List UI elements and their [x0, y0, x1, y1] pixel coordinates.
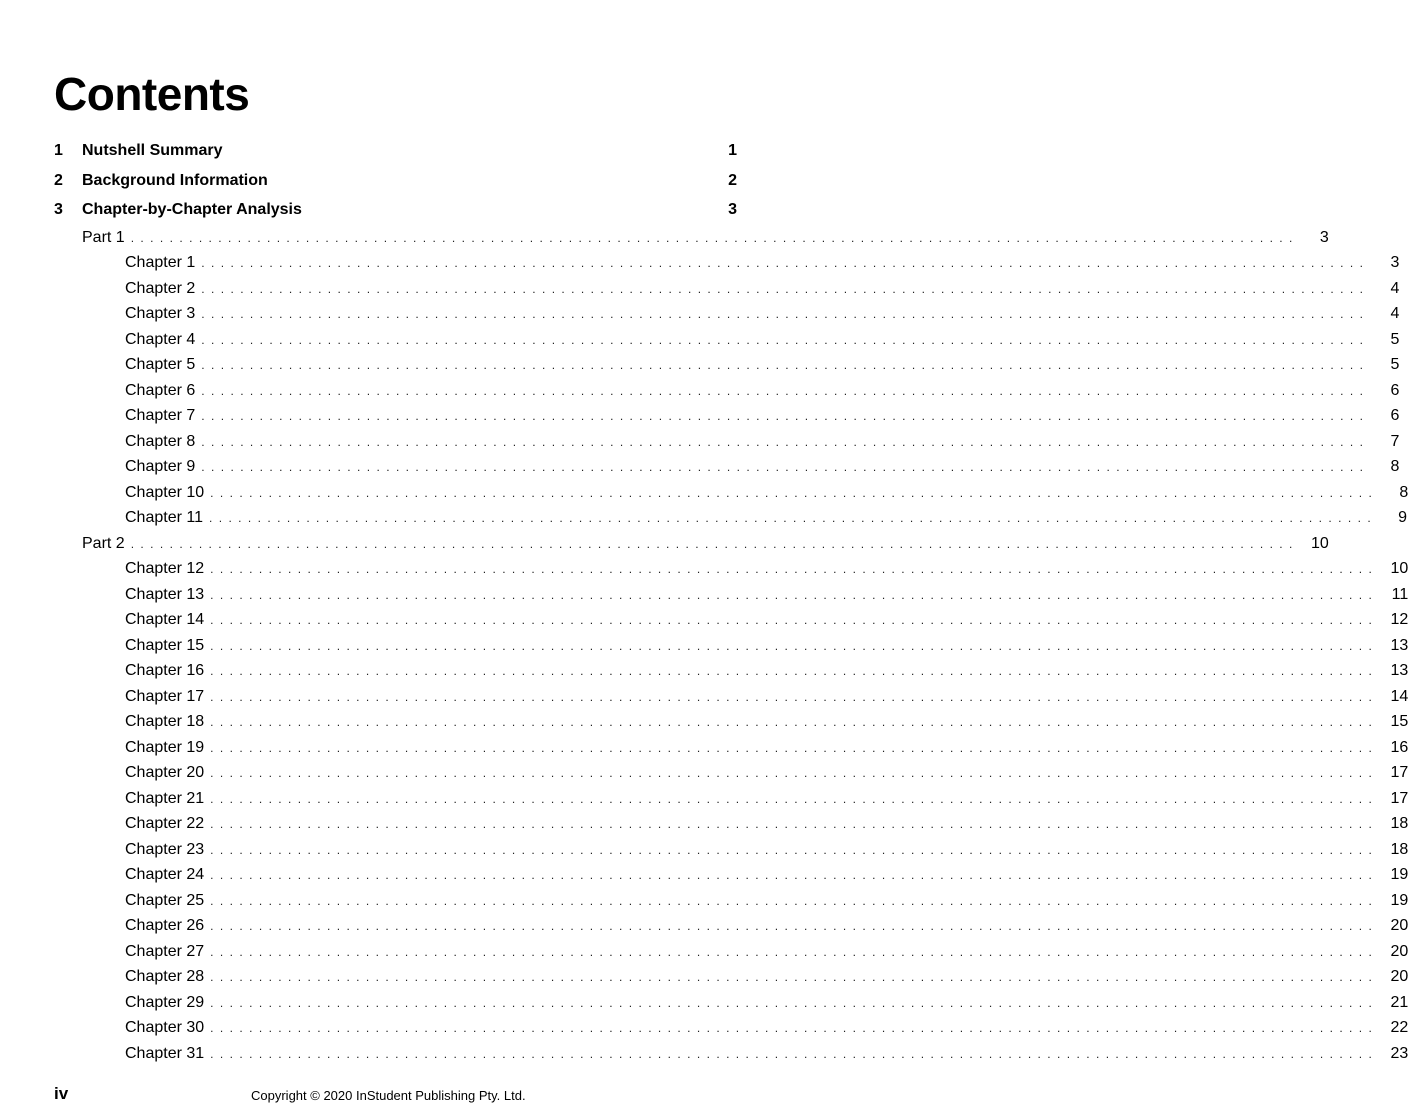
- chapter-label: Chapter 8: [125, 432, 196, 450]
- chapter-label: Chapter 9: [125, 458, 196, 475]
- chapter-page: 9: [1398, 509, 1408, 526]
- chapter-label: Chapter 3: [125, 305, 196, 322]
- chapter-label: Chapter 24: [125, 866, 205, 883]
- part-label: Part 2: [82, 534, 125, 552]
- dot-leader: ........................................................................................................................: [210, 842, 1379, 857]
- chapter-page: 4: [1390, 279, 1400, 297]
- chapter-page: 22: [1390, 1019, 1408, 1036]
- section-title: Background Information: [82, 171, 268, 189]
- chapter-page: 12: [1390, 611, 1408, 628]
- toc-chapter-entry[interactable]: [54, 378, 1400, 404]
- dot-leader: ........................................................................................................................: [210, 919, 1379, 933]
- dot-leader: ........................................................................................................................: [210, 562, 1379, 576]
- dot-leader: ........................................................................................................................: [210, 485, 1379, 500]
- dot-leader: ........................................................................................................................: [210, 689, 1379, 704]
- dot-leader: ........................................................................................................................: [201, 358, 1370, 372]
- chapter-label: Chapter 2: [125, 279, 196, 297]
- chapter-page: 15: [1390, 713, 1408, 730]
- toc-chapter-entry[interactable]: [54, 276, 1400, 302]
- toc-chapter-entry[interactable]: [54, 454, 1400, 480]
- chapter-page: 18: [1390, 815, 1408, 832]
- part-page: 10: [1310, 534, 1329, 552]
- chapter-page: 6: [1390, 381, 1400, 399]
- toc-chapter-entry[interactable]: [54, 888, 1408, 914]
- dot-leader: ........................................................................................................................: [208, 511, 1378, 525]
- chapter-label: Chapter 22: [125, 815, 205, 832]
- section-number: 2: [54, 171, 63, 189]
- part-page: 3: [1319, 228, 1329, 246]
- dot-leader: ........................................................................................................................: [201, 281, 1370, 296]
- toc-chapter-entry[interactable]: [54, 1015, 1408, 1041]
- page-title: Contents: [54, 68, 250, 120]
- dot-leader: ........................................................................................................................: [210, 1046, 1379, 1061]
- dot-leader: ........................................................................................................................: [210, 740, 1379, 755]
- toc-chapter-entry[interactable]: [54, 505, 1408, 531]
- dot-leader: ........................................................................................................................: [210, 791, 1379, 806]
- toc-chapter-entry[interactable]: [54, 480, 1408, 506]
- toc-chapter-entry[interactable]: [54, 582, 1408, 608]
- chapter-label: Chapter 1: [125, 254, 196, 271]
- chapter-page: 14: [1390, 687, 1408, 705]
- chapter-label: Chapter 28: [125, 968, 205, 985]
- chapter-label: Chapter 7: [125, 407, 196, 424]
- chapter-page: 13: [1390, 662, 1408, 679]
- toc-chapter-entry[interactable]: [54, 990, 1408, 1016]
- dot-leader: ........................................................................................................................: [210, 664, 1379, 678]
- dot-leader: ........................................................................................................................: [201, 460, 1370, 474]
- table-of-contents: [54, 136, 1408, 1066]
- dot-leader: ........................................................................................................................: [210, 893, 1379, 908]
- dot-leader: ........................................................................................................................: [210, 766, 1379, 780]
- page-folio: iv: [54, 1084, 69, 1103]
- chapter-page: 13: [1390, 636, 1408, 654]
- dot-leader: ........................................................................................................................: [201, 383, 1370, 398]
- section-page: 3: [728, 201, 737, 218]
- chapter-label: Chapter 12: [125, 560, 205, 577]
- copyright-notice: Copyright © 2020 InStudent Publishing Pty. Ltd.: [251, 1088, 526, 1103]
- chapter-label: Chapter 20: [125, 764, 205, 781]
- chapter-label: Chapter 13: [125, 585, 205, 603]
- chapter-label: Chapter 10: [125, 483, 205, 501]
- toc-chapter-entry[interactable]: [54, 862, 1408, 888]
- section-title: Chapter-by-Chapter Analysis: [82, 201, 302, 218]
- chapter-label: Chapter 31: [125, 1044, 205, 1062]
- toc-chapter-entry[interactable]: [54, 403, 1400, 429]
- section-page: 2: [728, 171, 737, 189]
- chapter-page: 21: [1390, 993, 1408, 1011]
- toc-section-background-information[interactable]: [54, 166, 737, 196]
- toc-part-1[interactable]: [54, 225, 1329, 251]
- chapter-page: 17: [1390, 764, 1408, 781]
- dot-leader: ........................................................................................................................: [210, 587, 1379, 602]
- toc-chapter-entry[interactable]: [54, 760, 1408, 786]
- toc-chapter-entry[interactable]: [54, 964, 1408, 990]
- chapter-label: Chapter 21: [125, 789, 205, 807]
- chapter-label: Chapter 11: [125, 509, 203, 526]
- dot-leader: ........................................................................................................................: [210, 1021, 1379, 1035]
- page-footer: [54, 1084, 737, 1106]
- dot-leader: ........................................................................................................................: [210, 944, 1379, 959]
- chapter-label: Chapter 29: [125, 993, 205, 1011]
- chapter-label: Chapter 17: [125, 687, 205, 705]
- chapter-page: 19: [1390, 891, 1408, 909]
- chapter-page: 18: [1390, 840, 1408, 858]
- chapter-label: Chapter 25: [125, 891, 205, 909]
- toc-chapter-entry[interactable]: [54, 327, 1400, 353]
- chapter-page: 7: [1390, 432, 1400, 450]
- toc-section-nutshell-summary[interactable]: [54, 136, 737, 166]
- dot-leader: ........................................................................................................................: [201, 332, 1370, 347]
- dot-leader: ........................................................................................................................: [210, 970, 1379, 984]
- section-number: 1: [54, 142, 63, 159]
- toc-chapter-entry[interactable]: [54, 352, 1400, 378]
- toc-chapter-entry[interactable]: [54, 735, 1408, 761]
- chapter-label: Chapter 6: [125, 381, 196, 399]
- chapter-page: 11: [1391, 585, 1408, 603]
- dot-leader: ........................................................................................................................: [130, 536, 1299, 551]
- toc-chapter-entry[interactable]: [54, 684, 1408, 710]
- toc-chapter-entry[interactable]: [54, 1041, 1408, 1067]
- toc-section-chapter-analysis[interactable]: [54, 195, 737, 225]
- dot-leader: ........................................................................................................................: [210, 817, 1379, 831]
- chapter-page: 17: [1390, 789, 1408, 807]
- chapter-page: 23: [1390, 1044, 1408, 1062]
- toc-chapter-entry[interactable]: [54, 250, 1400, 276]
- section-title: Nutshell Summary: [82, 142, 223, 159]
- chapter-page: 20: [1390, 942, 1408, 960]
- chapter-page: 3: [1390, 254, 1400, 271]
- chapter-page: 5: [1390, 330, 1400, 348]
- chapter-page: 8: [1390, 458, 1400, 475]
- chapter-label: Chapter 16: [125, 662, 205, 679]
- toc-chapter-entry[interactable]: [54, 913, 1408, 939]
- chapter-page: 10: [1390, 560, 1408, 577]
- chapter-label: Chapter 14: [125, 611, 205, 628]
- toc-chapter-entry[interactable]: [54, 786, 1408, 812]
- dot-leader: ........................................................................................................................: [201, 307, 1370, 321]
- toc-chapter-entry[interactable]: [54, 939, 1408, 965]
- chapter-label: Chapter 19: [125, 738, 205, 756]
- chapter-label: Chapter 15: [125, 636, 205, 654]
- toc-chapter-entry[interactable]: [54, 301, 1400, 327]
- toc-chapter-entry[interactable]: [54, 556, 1408, 582]
- dot-leader: ........................................................................................................................: [210, 638, 1379, 653]
- chapter-label: Chapter 26: [125, 917, 205, 934]
- section-number: 3: [54, 201, 63, 218]
- chapter-page: 16: [1390, 738, 1408, 756]
- chapter-label: Chapter 5: [125, 356, 196, 373]
- toc-chapter-entry[interactable]: [54, 811, 1408, 837]
- chapter-label: Chapter 4: [125, 330, 196, 348]
- chapter-page: 6: [1390, 407, 1400, 424]
- dot-leader: ........................................................................................................................: [201, 256, 1370, 270]
- toc-chapter-entry[interactable]: [54, 709, 1408, 735]
- dot-leader: ........................................................................................................................: [201, 434, 1370, 449]
- part-label: Part 1: [82, 228, 125, 246]
- chapter-page: 19: [1390, 866, 1408, 883]
- dot-leader: ........................................................................................................................: [210, 715, 1379, 729]
- chapter-page: 8: [1399, 483, 1408, 501]
- chapter-page: 5: [1390, 356, 1400, 373]
- toc-chapter-entry[interactable]: [54, 633, 1408, 659]
- chapter-page: 20: [1390, 968, 1408, 985]
- toc-chapter-entry[interactable]: [54, 429, 1400, 455]
- chapter-label: Chapter 27: [125, 942, 205, 960]
- chapter-label: Chapter 23: [125, 840, 205, 858]
- toc-chapter-entry[interactable]: [54, 607, 1408, 633]
- chapter-label: Chapter 18: [125, 713, 205, 730]
- chapter-page: 4: [1390, 305, 1400, 322]
- dot-leader: ........................................................................................................................: [210, 613, 1379, 627]
- dot-leader: ........................................................................................................................: [210, 995, 1379, 1010]
- toc-chapter-entry[interactable]: [54, 658, 1408, 684]
- toc-chapter-entry[interactable]: [54, 837, 1408, 863]
- chapter-page: 20: [1390, 917, 1408, 934]
- section-page: 1: [728, 142, 737, 159]
- dot-leader: ........................................................................................................................: [210, 868, 1379, 882]
- dot-leader: ........................................................................................................................: [201, 409, 1370, 423]
- dot-leader: ........................................................................................................................: [130, 230, 1299, 245]
- toc-part-2[interactable]: [54, 531, 1329, 557]
- chapter-label: Chapter 30: [125, 1019, 205, 1036]
